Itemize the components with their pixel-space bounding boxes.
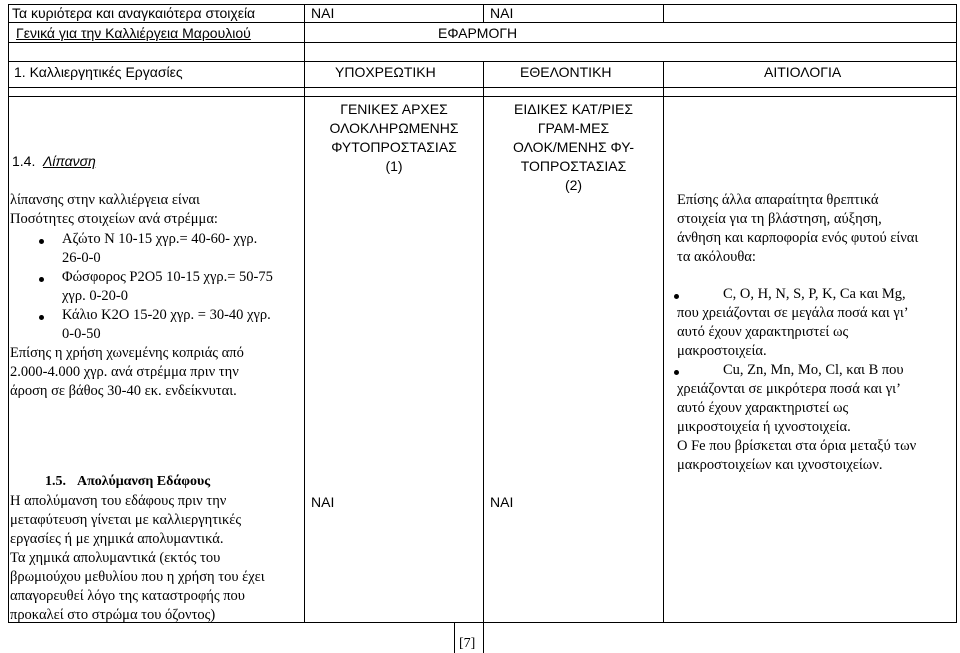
row3-mandatory-header: ΥΠΟΧΡΕΩΤΙΚΗ: [335, 64, 436, 80]
nutrient-item-nitrogen: Αζώτο Ν 10-15 χγρ.= 40-60- χγρ. 26-0-0: [62, 231, 258, 266]
section-15-title: Απολύμανση Εδάφους: [77, 474, 211, 489]
nutrient-item-potassium: Κάλιο Κ2Ο 15-20 χγρ. = 30-40 χγρ. 0-0-50: [62, 307, 271, 342]
row1-label: Τα κυριότερα και αναγκαιότερα στοιχεία: [12, 5, 256, 21]
section-15-number: 1.5.: [45, 474, 66, 489]
fertilization-intro: λίπανσης στην καλλιέργεια είναι Ποσότητες στοιχείων ανά στρέμμα:: [10, 192, 218, 227]
iron-note: Ο Fe που βρίσκεται στα όρια μεταξύ των μακροστοιχείων και ιχνοστοιχείων.: [677, 438, 917, 473]
nutrient-item-phosphorus: Φώσφορος P2O5 10-15 χγρ.= 50-75 χγρ. 0-20-0: [62, 269, 273, 304]
table-border-right: [956, 4, 957, 623]
footer-stub-left: [454, 622, 455, 653]
macronutrients-item: C, O, H, N, S, P, K, Ca και Mg, που χρειάζονται σε μεγάλα ποσά και γι’ αυτό έχουν χαρακτηριστεί ως μακροστοιχεία.: [677, 286, 909, 359]
section-15-col1-value: ΝΑΙ: [311, 494, 335, 510]
table-rule-3: [8, 61, 956, 62]
table-rule-5: [8, 96, 956, 97]
row2-label: Γενικά για την Καλλιέργεια Μαρουλιού: [16, 25, 251, 41]
section-14-title: Λίπανση: [43, 153, 96, 169]
bullet-icon: [39, 277, 44, 282]
row1-col2-value: ΝΑΙ: [490, 5, 514, 21]
table-col-divider-3: [663, 4, 664, 22]
specific-categories-header: ΕΙΔΙΚΕΣ ΚΑΤ/ΡΙΕΣ ΓΡΑΜ-ΜΕΣ ΟΛΟΚ/ΜΕΝΗΣ ΦΥ- ΤΟΠΡΟΣΤΑΣΙΑΣ (2): [512, 101, 635, 193]
row1-col1-value: ΝΑΙ: [311, 5, 335, 21]
section-14-number: 1.4.: [12, 153, 36, 169]
bullet-icon: [39, 315, 44, 320]
table-col-divider-2: [483, 4, 484, 22]
table-col-divider-3b: [663, 61, 664, 623]
micronutrients-item: Cu, Zn, Mn, Mo, Cl, και B που χρειάζονται σε μικρότερα ποσά και γι’ αυτό έχουν χαρακτηριστεί ως μικροστοιχεία ή ιχνοστοιχεία.: [677, 362, 904, 435]
row2-apply-header: ΕΦΑΡΜΟΓΗ: [438, 25, 518, 41]
row3-rationale-header: ΑΙΤΙΟΛΟΓΙΑ: [764, 64, 842, 80]
table-rule-4: [8, 87, 956, 88]
row3-voluntary-header: ΕΘΕΛΟΝΤΙΚΗ: [520, 64, 612, 80]
general-principles-header: ΓΕΝΙΚΕΣ ΑΡΧΕΣ ΟΛΟΚΛΗΡΩΜΕΝΗΣ ΦΥΤΟΠΡΟΣΤΑΣΙΑΣ (1): [329, 101, 459, 174]
footer-page-reference: [7]: [459, 636, 476, 651]
rationale-intro: Επίσης άλλα απαραίτητα θρεπτικά στοιχεία για τη βλάστηση, αύξηση, άνθηση και καρποφορία ενός φυτού είναι τα ακόλουθα:: [677, 192, 919, 265]
table-border-left: [8, 4, 9, 623]
soil-disinfection-text: Η απολύμανση του εδάφους πριν την μεταφύτευση γίνεται με καλλιεργητικές εργασίες ή με χημικά απολυμαντικά. Τα χημικά απολυμαντικά (εκτός του βρωμιούχου μεθυλίου που η χρήση του έχει απαγορευθεί λόγο της καταστροφής που προκαλεί στο στρώμα του όζοντος): [10, 493, 265, 623]
section-15-col2-value: ΝΑΙ: [490, 494, 514, 510]
table-col-divider-1: [304, 4, 305, 623]
manure-note: Επίσης η χρήση χωνεμένης κοπριάς από 2.000-4.000 χγρ. ανά στρέμμα πριν την άροση σε βάθος 30-40 εκ. ενδείκνυται.: [10, 345, 244, 399]
row3-label: 1. Καλλιεργητικές Εργασίες: [14, 64, 183, 80]
bullet-icon: [39, 239, 44, 244]
footer-stub-right: [483, 622, 484, 653]
